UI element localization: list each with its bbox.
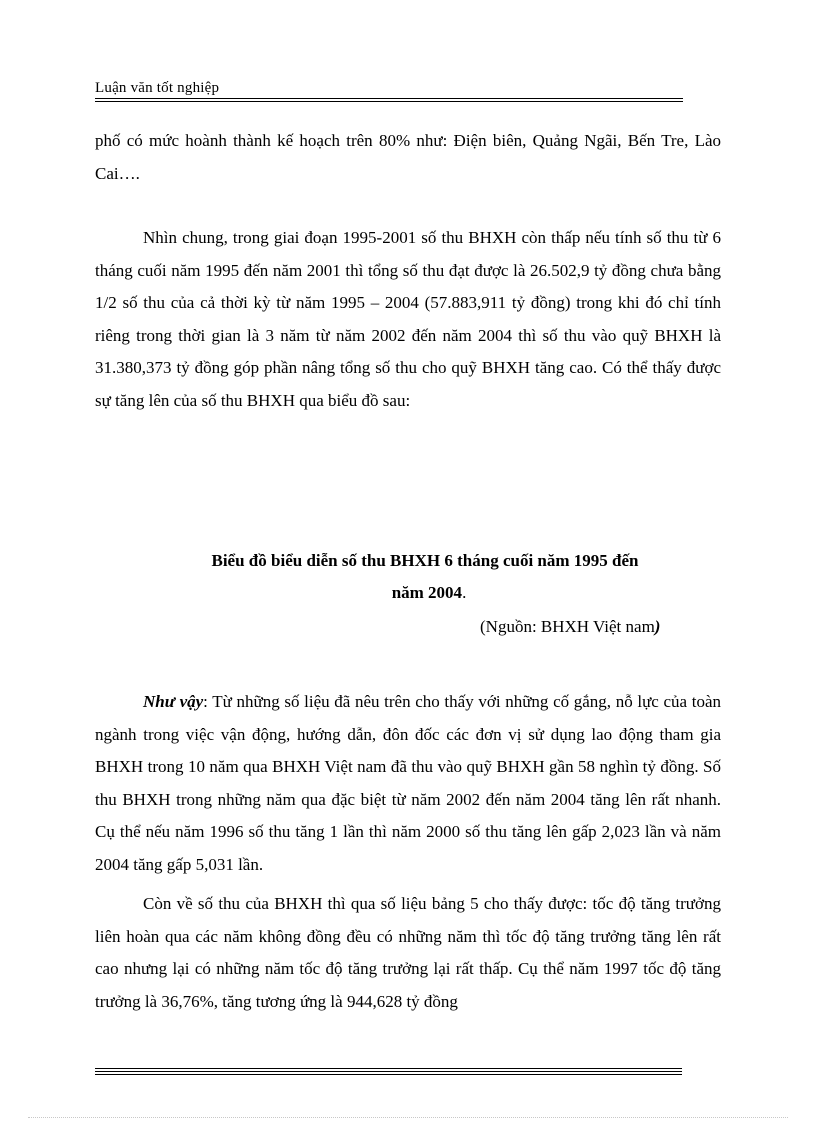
footer-rule-3: [95, 1074, 682, 1075]
chart-source-close: ): [654, 617, 661, 636]
paragraph-nhu-vay-text: : Từ những số liệu đã nêu trên cho thấy với những cố gắng, nỗ lực của toàn ngành trong việc vận động, hướng dẫn, đôn đốc các đơn vị sử dụng lao động tham gia BHXH trong 10 năm qua BHXH Việt nam đã thu vào quỹ BHXH gần 58 nghìn tỷ đồng. Số thu BHXH trong những năm qua đặc biệt từ năm 2002 đến năm 2004 tăng lên rất nhanh. Cụ thể nếu năm 1996 số thu tăng 1 lần thì năm 2000 số thu tăng lên gấp 2,023 lần và năm 2004 tăng gấp 5,031 lần.: [95, 692, 722, 874]
header-rule-top: [95, 98, 683, 99]
chart-caption: [95, 545, 755, 609]
chart-caption-line1: Biểu đồ biểu diễn số thu BHXH 6 tháng cuối năm 1995 đến: [211, 551, 639, 570]
footer-rule-1: [95, 1068, 682, 1069]
chart-caption-line2-wrap: [95, 577, 755, 609]
header-rule-bottom: [95, 101, 683, 102]
paragraph-continuation: phố có mức hoành thành kế hoạch trên 80% như: Điện biên, Quảng Ngãi, Bến Tre, Lào Cai….: [95, 131, 721, 183]
chart-caption-period: .: [462, 583, 467, 602]
paragraph-nhin-chung: Nhìn chung, trong giai đoạn 1995-2001 số thu BHXH còn thấp nếu tính số thu từ 6 tháng cuối năm 1995 đến năm 2001 thì tổng số thu đạt được là 26.502,9 tỷ đồng chưa bằng 1/2 số thu của cả thời kỳ từ năm 1995 – 2004 (57.883,911 tỷ đồng) trong khi đó chỉ tính riêng trong thời gian là 3 năm từ năm 2002 đến năm 2004 thì số thu vào quỹ BHXH là 31.380,373 tỷ đồng góp phần nâng tổng số thu cho quỹ BHXH tăng cao. Có thể thấy được sự tăng lên của số thu BHXH qua biểu đồ sau:: [95, 228, 721, 410]
page-edge: [28, 1117, 788, 1118]
paragraph-nhu-vay: [95, 686, 721, 881]
paragraph-con-ve: Còn về số thu của BHXH thì qua số liệu bảng 5 cho thấy được: tốc độ tăng trưởng liên hoàn qua các năm không đồng đều có những năm thì tốc độ tăng trưởng tăng lên rất cao nhưng lại có những năm tốc độ tăng trưởng lại rất thấp. Cụ thể năm 1997 tốc độ tăng trưởng là 36,76%, tăng tương ứng là 944,628 tỷ đồng: [95, 894, 721, 1011]
chart-source-text: (Nguồn: BHXH Việt nam: [480, 617, 655, 636]
chart-caption-line2: năm 2004: [391, 583, 463, 602]
paragraph-lead: Như vậy: [143, 692, 204, 711]
chart-source: [480, 617, 660, 637]
header-title: Luận văn tốt nghiệp: [95, 80, 220, 96]
footer-rule-2: [95, 1071, 682, 1072]
